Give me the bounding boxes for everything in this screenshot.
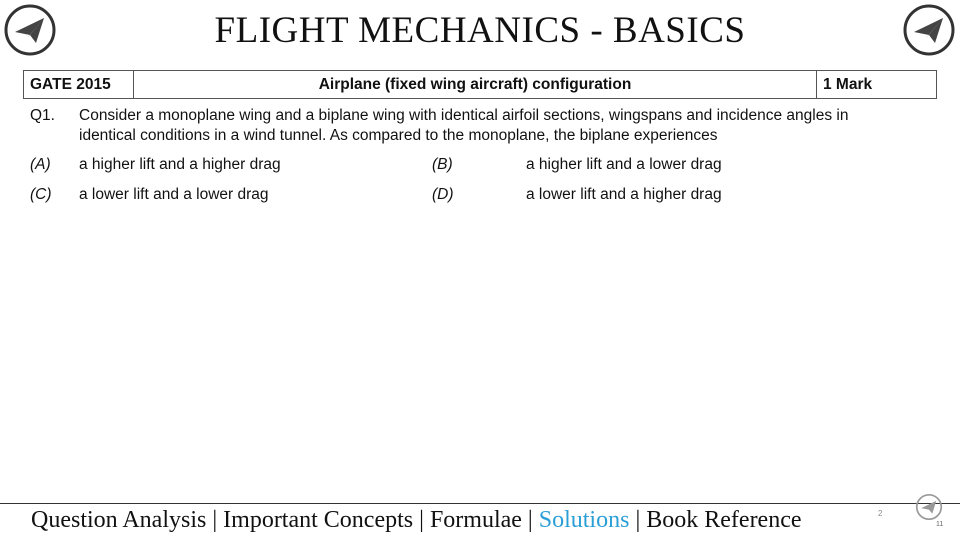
option-a-letter: (A) (30, 156, 51, 173)
question-header-table (23, 70, 937, 99)
marks-cell: 1 Mark (823, 75, 873, 93)
topic-cell: Airplane (fixed wing aircraft) configuration (134, 71, 817, 98)
footer-divider (0, 503, 960, 504)
question-text: Consider a monoplane wing and a biplane wing with identical airfoil sections, wingspans and incidence angles in identical conditions in a wind tunnel. As compared to the monoplane, the biplane experiences (79, 107, 849, 144)
slide-title: FLIGHT MECHANICS - BASICS (214, 10, 746, 51)
nav-solutions[interactable]: Solutions (538, 507, 630, 533)
option-b-letter: (B) (432, 156, 453, 173)
nav-important-concepts[interactable]: Important Concepts (223, 507, 414, 533)
option-c-text: a lower lift and a lower drag (79, 186, 269, 203)
nav-separator: | (521, 507, 539, 533)
nav-formulae[interactable]: Formulae (429, 507, 522, 533)
exam-year-cell: GATE 2015 (24, 71, 134, 98)
option-b-text: a higher lift and a lower drag (526, 156, 722, 173)
nav-question-analysis[interactable]: Question Analysis (31, 507, 207, 533)
paper-plane-mini-icon (914, 492, 944, 522)
nav-separator: | (206, 507, 224, 533)
option-d-letter: (D) (432, 186, 454, 203)
page-number: 11 (936, 521, 944, 528)
small-mark: 2 (878, 509, 883, 518)
nav-separator: | (413, 507, 430, 533)
option-c-letter: (C) (30, 186, 52, 203)
footer-navigation (31, 507, 802, 534)
option-a-text: a higher lift and a higher drag (79, 156, 281, 173)
option-d-text: a lower lift and a higher drag (526, 186, 722, 203)
nav-book-reference[interactable]: Book Reference (646, 507, 802, 533)
question-number: Q1. (30, 107, 55, 124)
nav-separator: | (629, 507, 647, 533)
